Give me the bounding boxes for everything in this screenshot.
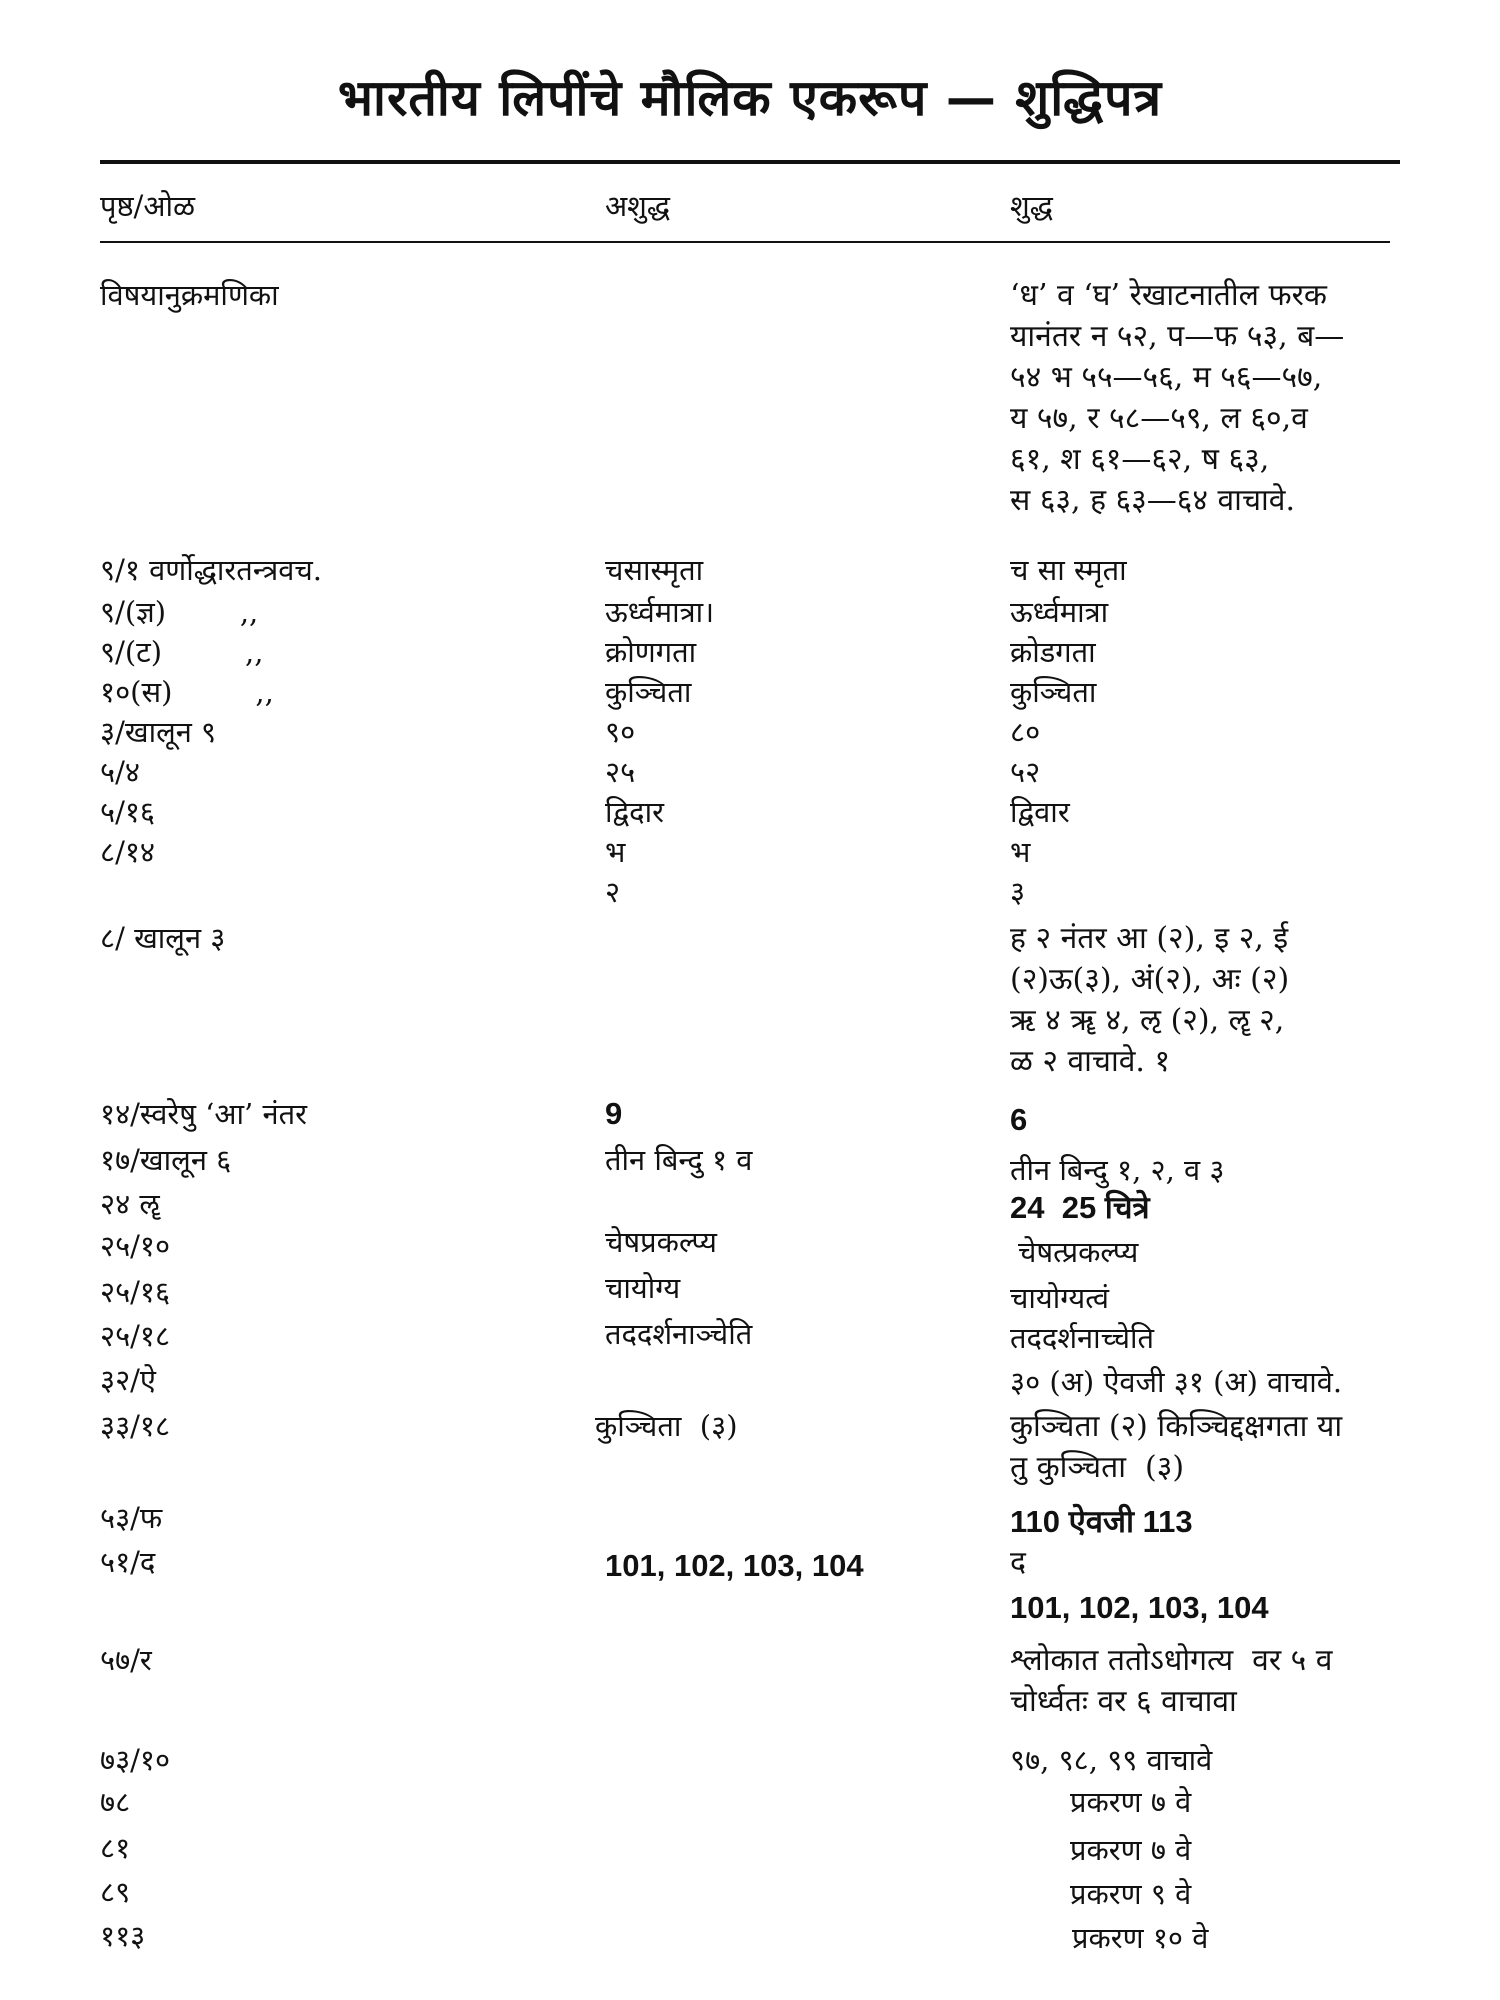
- page-title: भारतीय लिपींचे मौलिक एकरूप — शुद्धिपत्र: [337, 69, 1163, 127]
- entry-ref: ७३/१०: [100, 1743, 171, 1777]
- entry-correct: 24 25 चित्रे: [1010, 1190, 1150, 1225]
- entry-correct: प्रकरण १० वे: [1072, 1921, 1209, 1955]
- entry-incorrect: तददर्शनाञ्चेति: [605, 1317, 753, 1351]
- entry-incorrect: कुञ्चिता: [605, 675, 692, 709]
- correct-line: ‘ध’ व ‘घ’ रेखाटनातील फरक: [1010, 278, 1327, 313]
- entry-ref: ९/(ट) ,,: [100, 635, 264, 669]
- correct-line: ६१, श ६१—६२, ष ६३,: [1010, 442, 1270, 477]
- entry-ref: ५१/द: [100, 1545, 156, 1579]
- entry-ref: ३/खालून ९: [100, 715, 217, 749]
- entry-ref: ९/(ज्ञ) ,,: [100, 595, 259, 629]
- entry-ref: ३२/ऐ: [100, 1363, 156, 1397]
- correct-line: ऋ ४ ॠ ४, ऌ (२), ॡ २,: [1010, 1003, 1285, 1038]
- entry-correct: प्रकरण ७ वे: [1070, 1833, 1192, 1867]
- entry-incorrect: 9: [605, 1096, 623, 1131]
- entry-correct: ऊर्ध्वमात्रा: [1010, 595, 1109, 629]
- entry-ref: ८/ खालून ३: [100, 921, 226, 955]
- entry-incorrect: द्विदार: [605, 795, 664, 829]
- correct-line: ५४ भ ५५—५६, म ५६—५७,: [1010, 360, 1323, 395]
- entry-incorrect: क्रोणगता: [605, 635, 697, 669]
- correct-line: द: [1010, 1545, 1026, 1580]
- entry-correct: भ: [1010, 835, 1031, 869]
- entry-correct: प्रकरण ९ वे: [1070, 1877, 1192, 1911]
- entry-incorrect: २: [605, 875, 621, 909]
- entry-correct-block: [1010, 918, 1289, 1082]
- entry-correct-block: [1010, 1640, 1332, 1722]
- entry-incorrect: २५: [605, 755, 636, 789]
- correct-line: स ६३, ह ६३—६४ वाचावे.: [1010, 483, 1295, 518]
- correct-line: ळ २ वाचावे. १: [1010, 1044, 1171, 1079]
- entry-incorrect: भ: [605, 835, 626, 869]
- correct-line: ह २ नंतर आ (२), इ २, ई: [1010, 921, 1289, 956]
- entry-ref: १०(स) ,,: [100, 675, 274, 709]
- entry-incorrect: चायोग्य: [605, 1271, 681, 1305]
- entry-incorrect: तीन बिन्दु १ व: [605, 1143, 753, 1177]
- entry-ref: ९/१ वर्णोद्धारतन्त्रवच.: [100, 553, 323, 587]
- entry-correct: कुञ्चिता: [1010, 675, 1097, 709]
- entry-correct: प्रकरण ७ वे: [1070, 1785, 1192, 1819]
- entry-correct: चायोग्यत्वं: [1010, 1281, 1110, 1315]
- correct-line: कुञ्चिता (२) किञ्चिद्दक्षगता या: [1010, 1409, 1343, 1444]
- entry-ref: २५/१०: [100, 1229, 171, 1263]
- entry-correct: ३: [1010, 875, 1026, 909]
- entry-correct: ९७, ९८, ९९ वाचावे: [1010, 1743, 1213, 1777]
- entry-incorrect: ऊर्ध्वमात्रा।: [605, 595, 715, 629]
- entry-ref: ५/४: [100, 755, 140, 789]
- entry-ref: २५/१८: [100, 1319, 171, 1353]
- column-header-correct: शुद्ध: [1010, 189, 1053, 223]
- entry-ref: २४ ॡ: [100, 1187, 160, 1221]
- entry-correct: 110 ऐवजी 113: [1010, 1504, 1193, 1539]
- header-bottom-rule: [100, 241, 1390, 243]
- entry-correct: चेषत्प्रकल्प्य: [1018, 1235, 1139, 1269]
- correct-line: य ५७, र ५८—५९, ल ६०,व: [1010, 401, 1308, 436]
- entry-incorrect: चेषप्रकल्प्य: [605, 1225, 717, 1259]
- entry-ref: ८१: [100, 1831, 131, 1865]
- entry-correct: क्रोडगता: [1010, 635, 1096, 669]
- entry-ref: विषयानुक्रमणिका: [100, 278, 279, 312]
- entry-ref: ८९: [100, 1875, 131, 1909]
- header-top-rule: [100, 160, 1400, 164]
- column-header-page-line: पृष्ठ/ओळ: [100, 189, 196, 223]
- correct-line: तु कुञ्चिता (३): [1010, 1450, 1185, 1485]
- entry-correct: 6: [1010, 1102, 1028, 1137]
- correct-line: यानंतर न ५२, प—फ ५३, ब—: [1010, 319, 1345, 354]
- entry-ref: ११३: [100, 1919, 146, 1953]
- column-header-incorrect: अशुद्ध: [605, 189, 671, 223]
- entry-incorrect: चसास्मृता: [605, 553, 704, 587]
- entry-correct: ३० (अ) ऐवजी ३१ (अ) वाचावे.: [1010, 1365, 1343, 1399]
- entry-correct: तीन बिन्दु १, २, व ३: [1010, 1153, 1225, 1187]
- correct-line: 101, 102, 103, 104: [1010, 1590, 1269, 1625]
- entry-correct: च सा स्मृता: [1010, 553, 1127, 587]
- correct-line: चोर्ध्वतः वर ६ वाचावा: [1010, 1684, 1237, 1719]
- entry-ref: ७८: [100, 1785, 131, 1819]
- entry-incorrect: कुञ्चिता (३): [595, 1409, 738, 1443]
- entry-correct-block: [1010, 1542, 1269, 1628]
- entry-ref: १७/खालून ६: [100, 1143, 232, 1177]
- entry-correct: ८०: [1010, 715, 1041, 749]
- entry-incorrect: ९०: [605, 715, 636, 749]
- entry-correct-block: [1010, 1406, 1342, 1488]
- entry-ref: ५/१६: [100, 795, 156, 829]
- entry-correct: ५२: [1010, 755, 1041, 789]
- entry-ref: २५/१६: [100, 1275, 171, 1309]
- entry-ref: ८/१४: [100, 835, 156, 869]
- entry-ref: ५७/र: [100, 1643, 152, 1677]
- entry-ref: ३३/१८: [100, 1409, 171, 1443]
- correct-line: श्लोकात ततोऽधोगत्य वर ५ व: [1010, 1643, 1333, 1678]
- entry-correct: तददर्शनाच्चेति: [1010, 1321, 1155, 1355]
- entry-ref: ५३/फ: [100, 1501, 163, 1535]
- entry-incorrect: 101, 102, 103, 104: [605, 1548, 864, 1583]
- correct-line: (२)ऊ(३), अं(२), अः (२): [1010, 962, 1290, 997]
- entry-correct: द्विवार: [1010, 795, 1070, 829]
- entry-ref: १४/स्वरेषु ‘आ’ नंतर: [100, 1097, 307, 1131]
- entry-correct-block: [1010, 275, 1344, 521]
